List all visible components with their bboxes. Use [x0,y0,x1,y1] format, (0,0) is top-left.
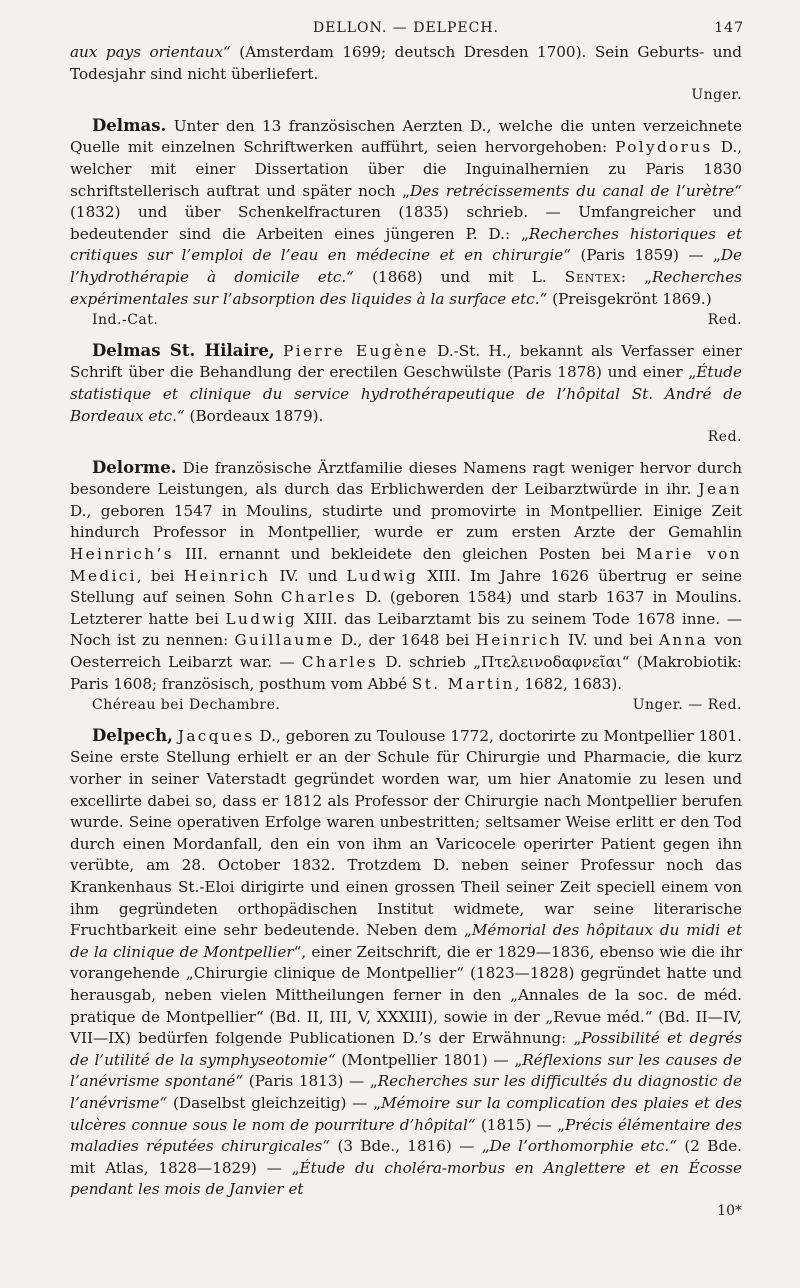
entry-text: D. schrieb „Πτελεινοδαφνεῖαι“ (Makrobiotik: Paris 1608; französisch, posthum vom Abbé [70,653,742,693]
entry-text: Unter den 13 französischen Aerzten D., welche die unten verzeichnete Quelle mit einzelnen Schriftwerken aufführt, seien hervorgehoben: [70,116,742,157]
entry-text: D., welcher mit einer Dissertation über die Inguinalhernien zu Paris 1830 schriftstellerisch auftrat und später noch „ [70,138,742,200]
author-signature: Red. [707,429,742,446]
work-title: Mémorial des hôpitaux du midi et de la clinique de Montpellier [70,921,742,961]
entry-text: (1868) und mit L. [353,267,565,286]
entry-delmas [70,115,742,332]
author-signature: Unger. [691,87,742,104]
person-name: Marie von Medici [70,545,742,585]
entry-text: (Paris 1813) — „ [243,1072,378,1091]
page-number: 147 [714,20,744,36]
person-name: Pierre Eugène [283,341,429,360]
entry-text: XIII. das Leibarztamt bis zu seinem Tode 1678 inne. — Noch ist zu nennen: [70,609,743,650]
work-title: Possibilité et degrés de l’utilité de la symphyseotomie“ [70,1029,742,1069]
person-name: Charles [280,588,358,607]
headword: Delmas. [92,115,167,135]
entry-text: (Paris 1859) — „ [571,246,721,265]
entry-delpech [70,725,742,1223]
entry-text: (1832) und über Schenkelfracturen (1835) schrieb. — Umfangreicher und bedeutender sind die Arbeiten eines jüngeren P. D.: „ [70,203,742,243]
work-title: Précis élémentaire des maladies réputées chirurgicales“ [70,1115,742,1156]
running-head [70,14,742,40]
person-name: Charles [301,653,379,672]
work-title: Recherches expérimentales sur l’absorption des liquides à la surface etc.“ [70,267,742,308]
work-title: Étude statistique et clinique du service hydrothérapeutique de l’hôpital St. André de Bordeaux etc.“ [70,363,742,425]
body-text [70,42,742,1222]
signature [70,427,742,449]
title-italic: aux pays orientaux“ [70,43,231,61]
person-name: Heinrich [183,566,271,585]
person-name: Heinrich’s [70,545,174,564]
work-title: Étude du choléra-morbus en Anglettere et en Écosse pendant les mois de Janvier et [70,1158,742,1199]
entry-text: (3 Bde., 1816) — „ [330,1137,490,1156]
entry-text: , bei [136,566,184,585]
author-signature: Red. [707,312,742,329]
work-title: Mémoire sur la complication des plaies et des ulcères connue sous le nom de pourriture d’hôpital“ [70,1093,742,1134]
signature [70,310,742,332]
person-name: Ludwig [225,609,298,628]
person-name: Anna [659,631,709,650]
headword: Delmas St. Hilaire, [92,340,275,360]
work-title: De l’hydrothérapie à domicile etc.“ [70,246,742,286]
entry-delmas-st-hilaire [70,340,742,449]
source-reference: Ind.-Cat. [92,312,159,329]
entry-delorme [70,457,742,717]
entry-text: D., geboren 1547 in Moulins, studirte und promovirte in Montpellier. Einige Zeit hindurch Professor in Montpellier, wurde er zum ersten Arzte der Gemahlin [70,501,742,542]
entry-text: von Oesterreich Leibarzt war. — [70,631,742,672]
person-name: St. Martin [411,674,515,693]
entry-text: D.-St. H., bekannt als Verfasser einer Schrift über die Behandlung der erectilen Geschwülste (Paris 1878) und einer „ [70,341,742,382]
work-title: Des retrécissements du canal de l’urètre“ [410,181,742,200]
author-signature: Unger. — Red. [632,697,742,714]
entry-text: (Daselbst gleichzeitig) — „ [167,1093,382,1112]
entry-text: (Preisgekrönt 1869.) [547,289,712,308]
entry-text: D., der 1648 bei [334,631,476,650]
person-name: Sentex [564,267,621,286]
signature [70,695,742,717]
entry-text: , 1682, 1683). [514,674,623,693]
entry-text: (2 Bde. mit Atlas, 1828—1829) — „ [70,1137,743,1177]
entry-text: (Bordeaux 1879). [184,406,324,425]
signature [70,85,742,107]
person-name: Jean [698,480,742,499]
entry-text: IV. und [270,566,347,585]
running-title: DELLON. — DELPECH. [313,20,499,36]
entry-text: : „ [620,267,652,286]
entry-text: Die französische Ärztfamilie dieses Namens ragt weniger hervor durch besondere Leistungen, als durch das Erblichwerden der Leibarztwürde in ihr. [70,458,742,499]
entry-text: (Montpellier 1801) — „ [335,1050,523,1069]
entry-text: D. (geboren 1584) und starb 1637 in Moulins. Letzterer hatte bei [70,588,742,628]
work-title: Recherches historiques et critiques sur l’emploi de l’eau en médecine et en chirurgie“ [70,224,742,265]
entry-text: (1815) — „ [475,1115,566,1134]
person-name: Ludwig [346,566,419,585]
headword: Delorme. [92,457,177,477]
person-name: Heinrich [475,631,563,650]
work-title: Réflexions sur les causes de l’anévrisme spontané“ [70,1050,742,1091]
entry-text: D., geboren zu Toulouse 1772, doctorirte zu Montpellier 1801. Seine erste Stellung erhielt er an der Schule für Chirurgie und Pharmacie, die kurz vorher in seiner Vaterstadt gegründet worden war, um hier Anatomie zu lesen und excellirte dabei so, dass er 1812 als Professor der Chirurgie nach Montpellier berufen wurde. Seine operativen Erfolge waren unbestritten; seltsamer Weise erlitt er den Tod durch einen Mordanfall, den ein von ihm an Varicocele operirter Patient gegen ihn verübte, am 28. October 1832. Trotzdem D. neben seiner Professur noch das Krankenhaus St.-Eloi dirigirte und einen grossen Theil seiner Zeit speciell einem von ihm gegründeten orthopädischen Institut widmete, war seine literarische Fruchtbarkeit eine sehr bedeutende. Neben dem „ [70,726,742,940]
entry-text: IV. und bei [562,631,660,650]
source-reference: Chéreau bei Dechambre. [92,697,281,714]
entry-text: (Amsterdam 1699; deutsch Dresden 1700). Sein Geburts- und Todesjahr sind nicht überliefert. [70,43,743,83]
person-name: Jacques [177,726,255,745]
headword: Delpech, [92,725,173,745]
work-title: Recherches sur les difficultés du diagnostic de l’anévrisme“ [70,1072,742,1112]
person-name: Guillaume [234,631,335,650]
entry-text: XIII. Im Jahre 1626 übertrug er seine Stellung auf seinen Sohn [70,566,743,607]
entry-text: III. ernannt und bekleidete den gleichen Posten bei [173,545,637,564]
entry-dellon-continuation [70,42,742,107]
person-name: Polydorus [615,138,713,157]
entry-text: “, einer Zeitschrift, die er 1829—1836, ebenso wie die ihr vorangehende „Chirurgie clinique de Montpellier“ (1823—1828) gegründet hatte und herausgab, neben vielen Mittheilungen ferner in den „Annales de la soc. de méd. pratique de Montpellier“ (Bd. II, III, V, XXXIII), sowie in der „Revue méd.“ (Bd. II—IV, VII—IX) bedürfen folgende Publicationen D.’s der Erwähnung: „ [70,942,743,1048]
work-title: De l’orthomorphie etc.“ [489,1137,677,1156]
signature-mark: 10* [717,1202,742,1219]
